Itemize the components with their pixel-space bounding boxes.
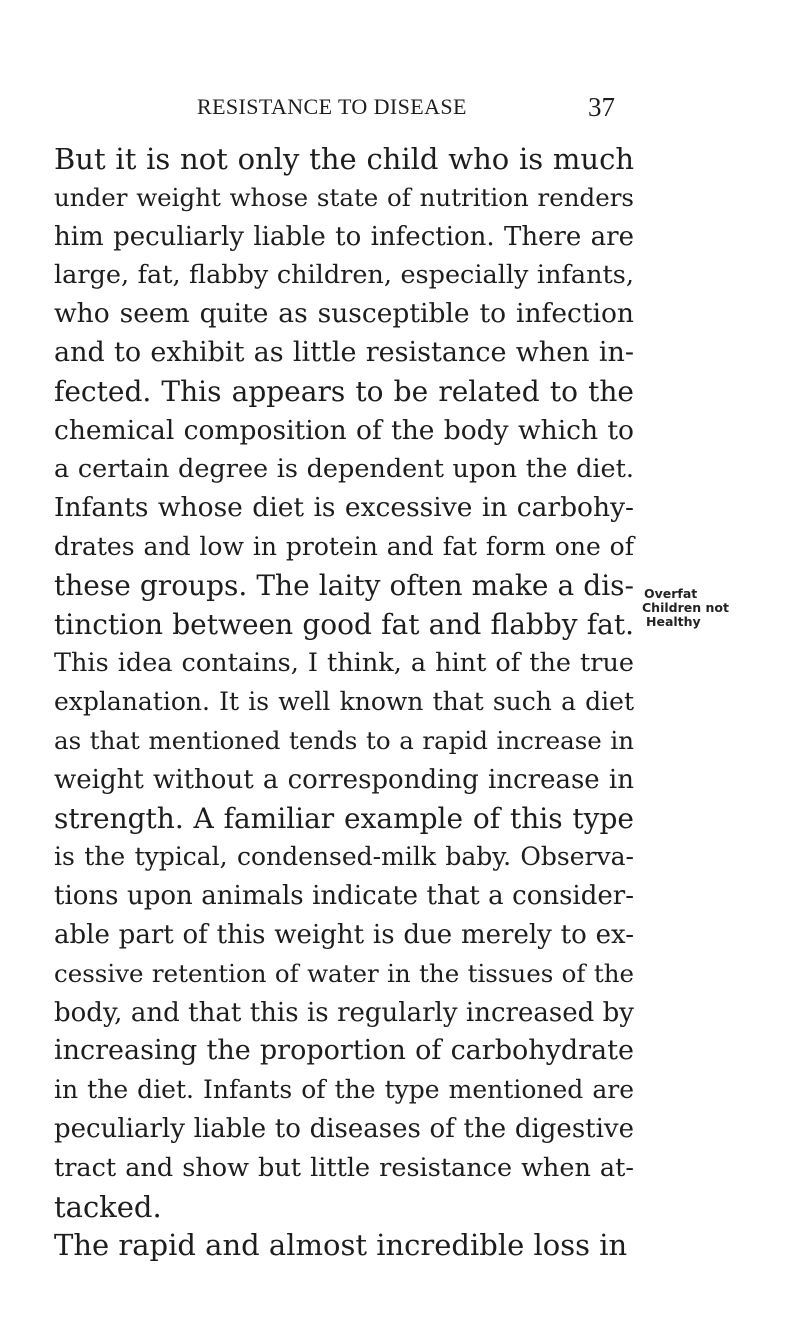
text-line: tacked. (54, 1189, 162, 1224)
text-line: But it is not only the child who is much (54, 142, 634, 176)
margin-note (642, 587, 772, 629)
text-line: tions upon animals indicate that a consider- (54, 881, 634, 912)
text-line: The rapid and almost incredible loss in (54, 1228, 628, 1263)
text-line: strength. A familiar example of this type (54, 801, 634, 835)
text-line: Infants whose diet is excessive in carbohy- (54, 492, 634, 524)
text-line: tract and show but little resistance when at- (54, 1152, 634, 1183)
text-line: peculiarly liable to diseases of the digestive (54, 1113, 634, 1144)
text-line: in the diet. Infants of the type mentioned are (54, 1075, 634, 1105)
text-line: cessive retention of water in the tissues of the (54, 958, 634, 988)
text-line: large, fat, flabby children, especially infants, (54, 260, 634, 291)
text-line: under weight whose state of nutrition renders (54, 182, 634, 212)
body-text (54, 140, 634, 1265)
text-line: chemical composition of the body which to (54, 414, 634, 446)
text-line: able part of this weight is due merely to ex- (54, 919, 634, 950)
text-line: tinction between good fat and flabby fat. (54, 607, 634, 641)
text-line: these groups. The laity often make a dis- (54, 568, 634, 602)
text-line: is the typical, condensed-milk baby. Observa- (54, 842, 634, 872)
text-line: increasing the proportion of carbohydrate (54, 1035, 634, 1067)
text-line: fected. This appears to be related to the (54, 374, 634, 408)
margin-note-line: Children not (642, 600, 729, 615)
text-line: a certain degree is dependent upon the diet. (54, 454, 634, 485)
text-line: him peculiarly liable to infection. There are (54, 221, 634, 252)
text-line: as that mentioned tends to a rapid increase in (54, 725, 634, 755)
text-line: This idea contains, I think, a hint of the true (54, 648, 634, 679)
margin-note-line: Healthy (646, 614, 701, 629)
text-line: who seem quite as susceptible to infection (54, 298, 634, 330)
page-number: 37 (588, 92, 615, 122)
text-line: explanation. It is well known that such a diet (54, 687, 634, 717)
running-title: RESISTANCE TO DISEASE (197, 94, 467, 119)
running-head (0, 92, 800, 126)
text-line: body, and that this is regularly increased by (54, 997, 634, 1028)
text-line: weight without a corresponding increase in (54, 764, 634, 795)
text-line: drates and low in protein and fat form one of (54, 531, 634, 561)
text-line: and to exhibit as little resistance when in- (54, 336, 634, 368)
margin-note-line: Overfat (644, 586, 698, 601)
